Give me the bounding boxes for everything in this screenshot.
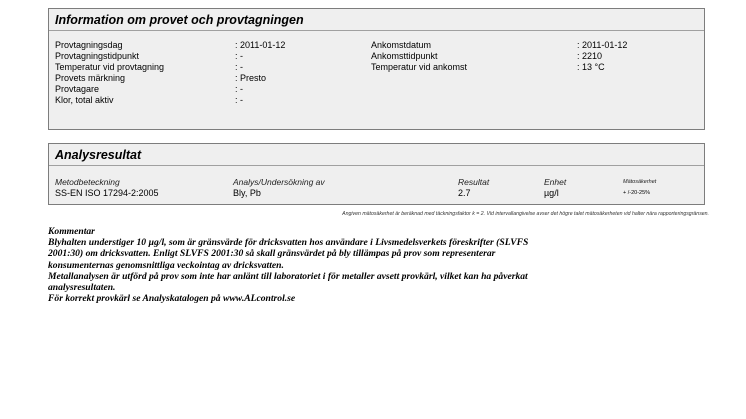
title-divider — [49, 165, 704, 166]
column-header-result: Resultat — [458, 177, 490, 187]
field-value: : - — [235, 84, 243, 94]
field-label: Temperatur vid ankomst — [371, 62, 468, 72]
field-value: : 2011-01-12 — [235, 40, 286, 50]
info-row — [49, 51, 704, 62]
column-header-analysis: Analys/Undersökning av — [233, 177, 325, 187]
info-row — [49, 95, 704, 106]
comment-line: Metallanalysen är utförd på prov som inte har anlänt till laboratoriet i för metaller avsett provkärl, vilket kan ha påverkat — [48, 270, 528, 282]
field-value: : 2210 — [577, 51, 603, 61]
field-label: Ankomsttidpunkt — [371, 51, 438, 61]
title-divider — [49, 30, 704, 31]
comment-line: konsumenternas genomsnittliga veckointag av dricksvatten. — [48, 259, 284, 271]
field-label: Klor, total aktiv — [55, 95, 114, 105]
field-label: Temperatur vid provtagning — [55, 62, 165, 72]
field-value: : 13 °C — [577, 62, 605, 72]
sample-info-title: Information om provet och provtagningen — [55, 13, 304, 27]
info-row — [49, 62, 704, 73]
info-row — [49, 40, 704, 51]
sample-info-panel — [48, 8, 705, 130]
unit-cell: µg/l — [544, 188, 559, 198]
column-header-method: Metodbeteckning — [55, 177, 120, 187]
field-value: : 2011-01-12 — [577, 40, 628, 50]
comment-line: analysresultaten. — [48, 282, 116, 294]
analysis-results-title: Analysresultat — [55, 148, 142, 162]
field-value: : - — [235, 62, 243, 72]
uncertainty-footnote: Angiven mätosäkerhet är beräknad med täckningsfaktor k = 2. Vid intervallangivelse avser det högre talet mätosäkerheten vid halter nära rapporteringsgränsen. — [342, 211, 709, 217]
uncertainty-cell: + /-20-25% — [623, 190, 651, 196]
result-cell: 2.7 — [458, 188, 471, 198]
field-value: : - — [235, 51, 243, 61]
info-row — [49, 73, 704, 84]
analysis-results-panel — [48, 143, 705, 205]
comment-line: 2001:30) om dricksvatten. Enligt SLVFS 2001:30 så skall gränsvärdet på bly tillämpas på prov som representerar — [48, 248, 496, 260]
method-cell: SS-EN ISO 17294-2:2005 — [55, 188, 159, 198]
comment-line: För korrekt provkärl se Analyskatalogen på www.ALcontrol.se — [48, 293, 296, 305]
comment-heading: Kommentar — [48, 226, 95, 237]
column-header-uncertainty: Mätosäkerhet — [623, 179, 657, 185]
field-label: Provtagningsdag — [55, 40, 123, 50]
analysis-cell: Bly, Pb — [233, 188, 261, 198]
field-label: Provtagare — [55, 84, 100, 94]
field-label: Provets märkning — [55, 73, 126, 83]
comment-section — [48, 226, 708, 304]
comment-line: Blyhalten understiger 10 µg/l, som är gränsvärde för dricksvatten hos användare i Livsmedelsverkets föreskrifter (SLVFS — [48, 237, 529, 249]
field-label: Provtagningstidpunkt — [55, 51, 140, 61]
column-header-unit: Enhet — [544, 177, 567, 187]
info-row — [49, 84, 704, 95]
field-label: Ankomstdatum — [371, 40, 432, 50]
field-value: : - — [235, 95, 243, 105]
field-value: : Presto — [235, 73, 267, 83]
